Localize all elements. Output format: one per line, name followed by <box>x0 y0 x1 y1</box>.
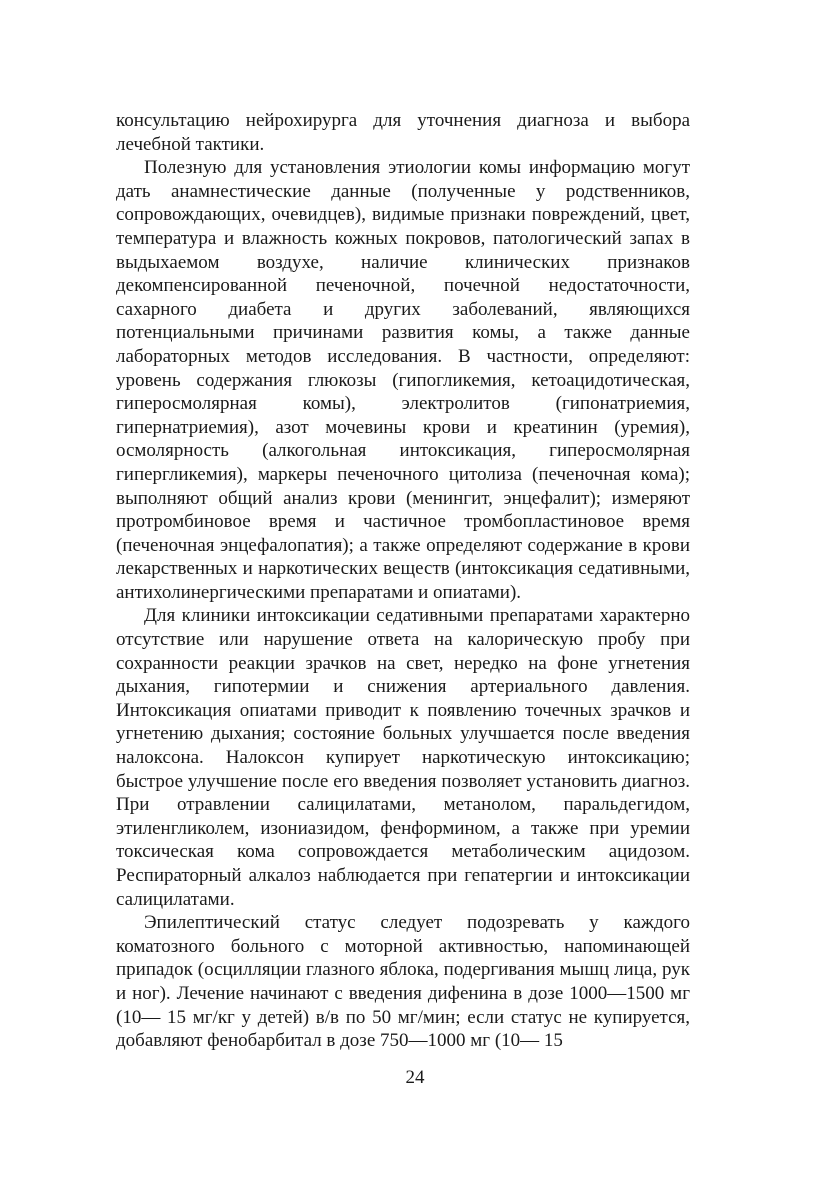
paragraph-epileptic-status: Эпилептический статус следует подозревать у каждого коматозного больного с моторной активностью, напоминающей припадок (осцилляции глазного яблока, подергивания мышц лица, рук и ног). Лечение начинают с введения дифенина в дозе 1000—1500 мг (10— 15 мг/кг у детей) в/в по 50 мг/мин; если статус не купируется, добавляют фенобарбитал в дозе 750—1000 мг (10— 15 <box>116 912 690 1052</box>
paragraph-continuation: консультацию нейрохирурга для уточнения диагноза и выбора лечебной тактики. <box>116 110 690 155</box>
page-number: 24 <box>405 1067 425 1088</box>
body-text <box>116 109 690 1053</box>
paragraph-coma-etiology: Полезную для установления этиологии комы информацию могут дать анамнестические данные (полученные у родственников, сопровождающих, очевидцев), видимые признаки повреждений, цвет, температура и влажность кожных покровов, патологический запах в выдыхаемом воздухе, наличие клинических признаков декомпенсированной печеночной, почечной недостаточности, сахарного диабета и других заболеваний, являющихся потенциальными причинами развития комы, а также данные лабораторных методов исследования. В частности, определяют: уровень содержания глюкозы (гипогликемия, кетоацидотическая, гиперосмолярная комы), электролитов (гипонатриемия, гипернатриемия), азот мочевины крови и креатинин (уремия), осмолярность (алкогольная интоксикация, гиперосмолярная гипергликемия), маркеры печеночного цитолиза (печеночная кома); выполняют общий анализ крови (менингит, энцефалит); измеряют протромбиновое время и частичное тромбопластиновое время (печеночная энцефалопатия); а также определяют содержание в крови лекарственных и наркотических веществ (интоксикация седативными, антихолинергическими препаратами и опиатами). <box>116 157 690 603</box>
paragraph-sedative-intoxication: Для клиники интоксикации седативными препаратами характерно отсутствие или нарушение ответа на калорическую пробу при сохранности реакции зрачков на свет, нередко на фоне угнетения дыхания, гипотермии и снижения артериального давления. Интоксикация опиатами приводит к появлению точечных зрачков и угнетению дыхания; состояние больных улучшается после введения налоксона. Налоксон купирует наркотическую интоксикацию; быстрое улучшение после его введения позволяет установить диагноз. При отравлении салицилатами, метанолом, паральдегидом, этиленгликолем, изониазидом, фенформином, а также при уремии токсическая кома сопровождается метаболическим ацидозом. Респираторный алкалоз наблюдается при гепатергии и интоксикации салицилатами. <box>116 605 690 910</box>
